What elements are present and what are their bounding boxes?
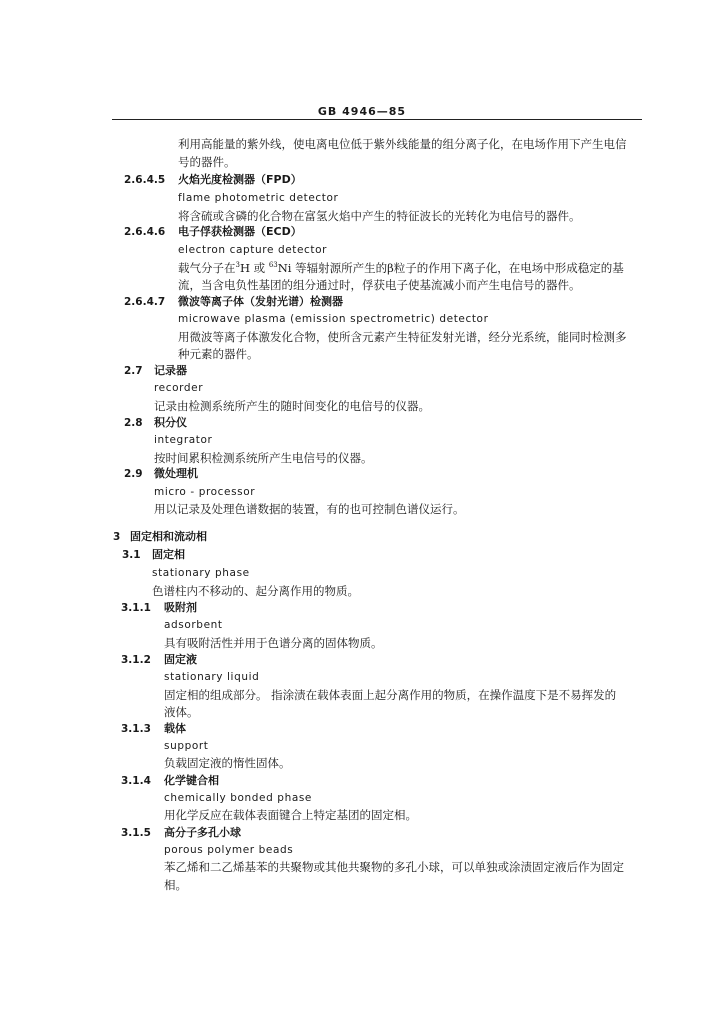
term-definition: 具有吸附活性并用于色谱分离的固体物质。 [164,636,383,650]
term-title: 微处理机 [154,467,198,480]
section-number: 3 [113,531,121,543]
section-number: 2.8 [124,417,143,429]
term-title: 积分仪 [154,416,187,429]
header-rule [112,119,642,120]
section-number: 3.1.3 [121,723,151,735]
isotope-mass: 63 [268,261,278,270]
term-english: integrator [154,434,213,446]
term-title: 化学键合相 [164,774,219,787]
page-header: GB 4946—85 [317,105,407,118]
term-english: chemically bonded phase [164,792,312,804]
term-definition: 流，当含电负性基团的组分通过时，俘获电子使基流减小而产生电信号的器件。 [178,278,581,292]
paragraph-line: 号的器件。 [178,155,236,169]
term-definition: 液体。 [164,705,199,719]
term-definition: 用化学反应在载体表面键合上特定基团的固定相。 [164,808,417,822]
definition-text: Ni 等辐射源所产生的β粒子的作用下离子化，在电场中形成稳定的基 [277,261,624,275]
term-english: micro - processor [154,486,256,498]
term-definition: 负载固定液的惰性固体。 [164,756,291,770]
term-english: stationary phase [152,567,250,579]
section-number: 2.6.4.6 [124,226,166,238]
term-definition: 用微波等离子体激发化合物，使所含元素产生特征发射光谱，经分光系统，能同时检测多 [178,330,627,344]
isotope-mass: 3 [235,261,240,270]
section-number: 3.1.2 [121,654,151,666]
definition-text: H 或 [239,261,266,275]
term-english: stationary liquid [164,671,260,683]
term-definition [178,261,624,275]
section-number: 2.6.4.5 [124,174,166,186]
section-number: 3.1.5 [121,827,151,839]
term-english: recorder [154,382,204,394]
term-definition: 种元素的器件。 [178,347,259,361]
section-number: 3.1.1 [121,602,151,614]
term-definition: 将含硫或含磷的化合物在富氢火焰中产生的特征波长的光转化为电信号的器件。 [178,209,581,223]
term-definition: 色谱柱内不移动的、起分离作用的物质。 [152,584,359,598]
section-number: 2.9 [124,468,143,480]
term-english: porous polymer beads [164,844,294,856]
term-english: electron capture detector [178,244,328,256]
term-english: support [164,740,209,752]
term-definition: 相。 [164,878,187,892]
paragraph-line: 利用高能量的紫外线，使电离电位低于紫外线能量的组分离子化，在电场作用下产生电信 [178,137,627,151]
term-title: 固定相 [152,548,185,561]
term-title: 记录器 [154,364,187,377]
term-title: 载体 [164,722,186,735]
section-number: 2.7 [124,365,143,377]
section-title: 固定相和流动相 [130,530,207,543]
term-english: microwave plasma (emission spectrometric) detector [178,313,489,325]
section-number: 3.1 [122,549,141,561]
term-title: 固定液 [164,653,197,666]
section-number: 3.1.4 [121,775,151,787]
term-title: 火焰光度检测器（FPD） [178,173,302,186]
term-definition: 苯乙烯和二乙烯基苯的共聚物或其他共聚物的多孔小球，可以单独或涂渍固定液后作为固定 [164,860,624,874]
term-english: flame photometric detector [178,192,339,204]
term-definition: 按时间累积检测系统所产生电信号的仪器。 [154,451,373,465]
term-title: 电子俘获检测器（ECD） [178,225,302,238]
term-english: adsorbent [164,619,223,631]
definition-text: 载气分子在 [178,261,236,275]
term-title: 高分子多孔小球 [164,826,241,839]
term-definition: 固定相的组成部分。 指涂渍在载体表面上起分离作用的物质，在操作温度下是不易挥发的 [164,688,617,702]
term-title: 吸附剂 [164,601,197,614]
section-number: 2.6.4.7 [124,296,166,308]
term-definition: 记录由检测系统所产生的随时间变化的电信号的仪器。 [154,399,430,413]
term-definition: 用以记录及处理色谱数据的装置，有的也可控制色谱仪运行。 [154,502,465,516]
term-title: 微波等离子体（发射光谱）检测器 [178,295,343,308]
